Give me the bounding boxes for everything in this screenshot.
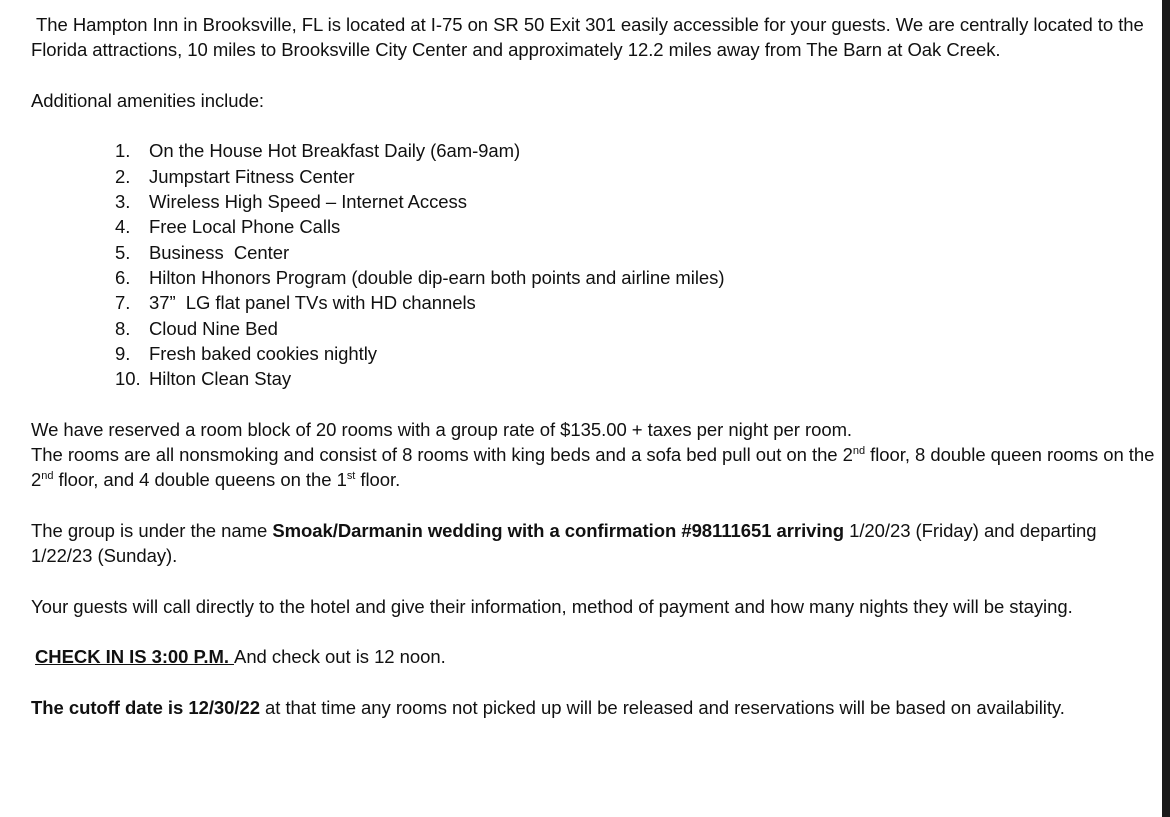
document-page — [31, 12, 1156, 720]
window-edge — [1162, 0, 1170, 817]
list-number: 10. — [115, 368, 141, 390]
list-number: 1. — [115, 140, 131, 162]
room-block-line: We have reserved a room block of 20 rooms with a group rate of $135.00 + taxes per night per room. — [31, 418, 853, 440]
list-item — [115, 240, 1156, 265]
superscript: nd — [852, 445, 866, 458]
list-item — [115, 265, 1156, 290]
list-item — [115, 316, 1156, 341]
cutoff-paragraph — [31, 695, 1156, 720]
list-item — [115, 366, 1156, 391]
room-desc-part: The rooms are all nonsmoking and consist of 8 rooms with king beds and a sofa bed pull out on the 2 — [31, 444, 853, 466]
checkin-time: CHECK IN IS 3:00 P.M. — [35, 646, 235, 668]
list-text: Cloud Nine Bed — [149, 317, 278, 339]
checkin-paragraph — [31, 644, 1156, 669]
guests-call-paragraph: Your guests will call directly to the hotel and give their information, method of payment and how many nights they will be staying. — [31, 595, 1073, 617]
list-item — [115, 214, 1156, 239]
list-number: 5. — [115, 241, 131, 263]
list-item — [115, 290, 1156, 315]
list-number: 8. — [115, 317, 131, 339]
list-number: 7. — [115, 292, 131, 314]
cutoff-rest: at that time any rooms not picked up will be released and reservations will be based on availability. — [259, 697, 1065, 719]
cutoff-date: The cutoff date is 12/30/22 — [31, 697, 260, 719]
list-text: Hilton Hhonors Program (double dip-earn both points and airline miles) — [149, 266, 725, 288]
amenities-heading: Additional amenities include: — [31, 89, 265, 111]
list-number: 3. — [115, 191, 131, 213]
list-number: 9. — [115, 342, 131, 364]
list-item — [115, 138, 1156, 163]
superscript: nd — [41, 470, 54, 483]
superscript: st — [346, 470, 356, 483]
list-text: Business Center — [149, 241, 290, 263]
list-number: 6. — [115, 266, 131, 288]
list-number: 4. — [115, 216, 131, 238]
group-dates: 1/20/23 (Friday) and departing 1/22/23 (Sunday). — [31, 519, 1097, 567]
room-desc-part: floor, 8 double queen rooms on the 2 — [31, 444, 1155, 491]
group-paragraph — [31, 518, 1156, 569]
checkout-time: And check out is 12 noon. — [234, 646, 446, 668]
list-item — [115, 189, 1156, 214]
list-text: On the House Hot Breakfast Daily (6am-9am) — [149, 140, 521, 162]
group-confirmation: Smoak/Darmanin wedding with a confirmation #98111651 arriving — [272, 519, 844, 541]
room-description — [31, 442, 1156, 493]
intro-paragraph: The Hampton Inn in Brooksville, FL is located at I-75 on SR 50 Exit 301 easily accessible for your guests. We are centrally located to the Florida attractions, 10 miles to Brooksville City Center and approximately 12.2 miles away from The Barn at Oak Creek. — [31, 14, 1144, 61]
list-text: Hilton Clean Stay — [149, 368, 292, 390]
spacer — [31, 113, 1156, 138]
group-prefix: The group is under the name — [31, 519, 273, 541]
list-text: Fresh baked cookies nightly — [149, 342, 377, 364]
list-text: 37” LG flat panel TVs with HD channels — [149, 292, 476, 314]
list-text: Wireless High Speed – Internet Access — [149, 191, 467, 213]
list-item — [115, 164, 1156, 189]
list-item — [115, 341, 1156, 366]
list-text: Jumpstart Fitness Center — [149, 165, 355, 187]
list-text: Free Local Phone Calls — [149, 216, 341, 238]
list-number: 2. — [115, 165, 131, 187]
room-desc-part: floor. — [355, 469, 401, 491]
amenities-list — [31, 138, 1156, 391]
room-desc-part: floor, and 4 double queens on the 1 — [53, 469, 347, 491]
